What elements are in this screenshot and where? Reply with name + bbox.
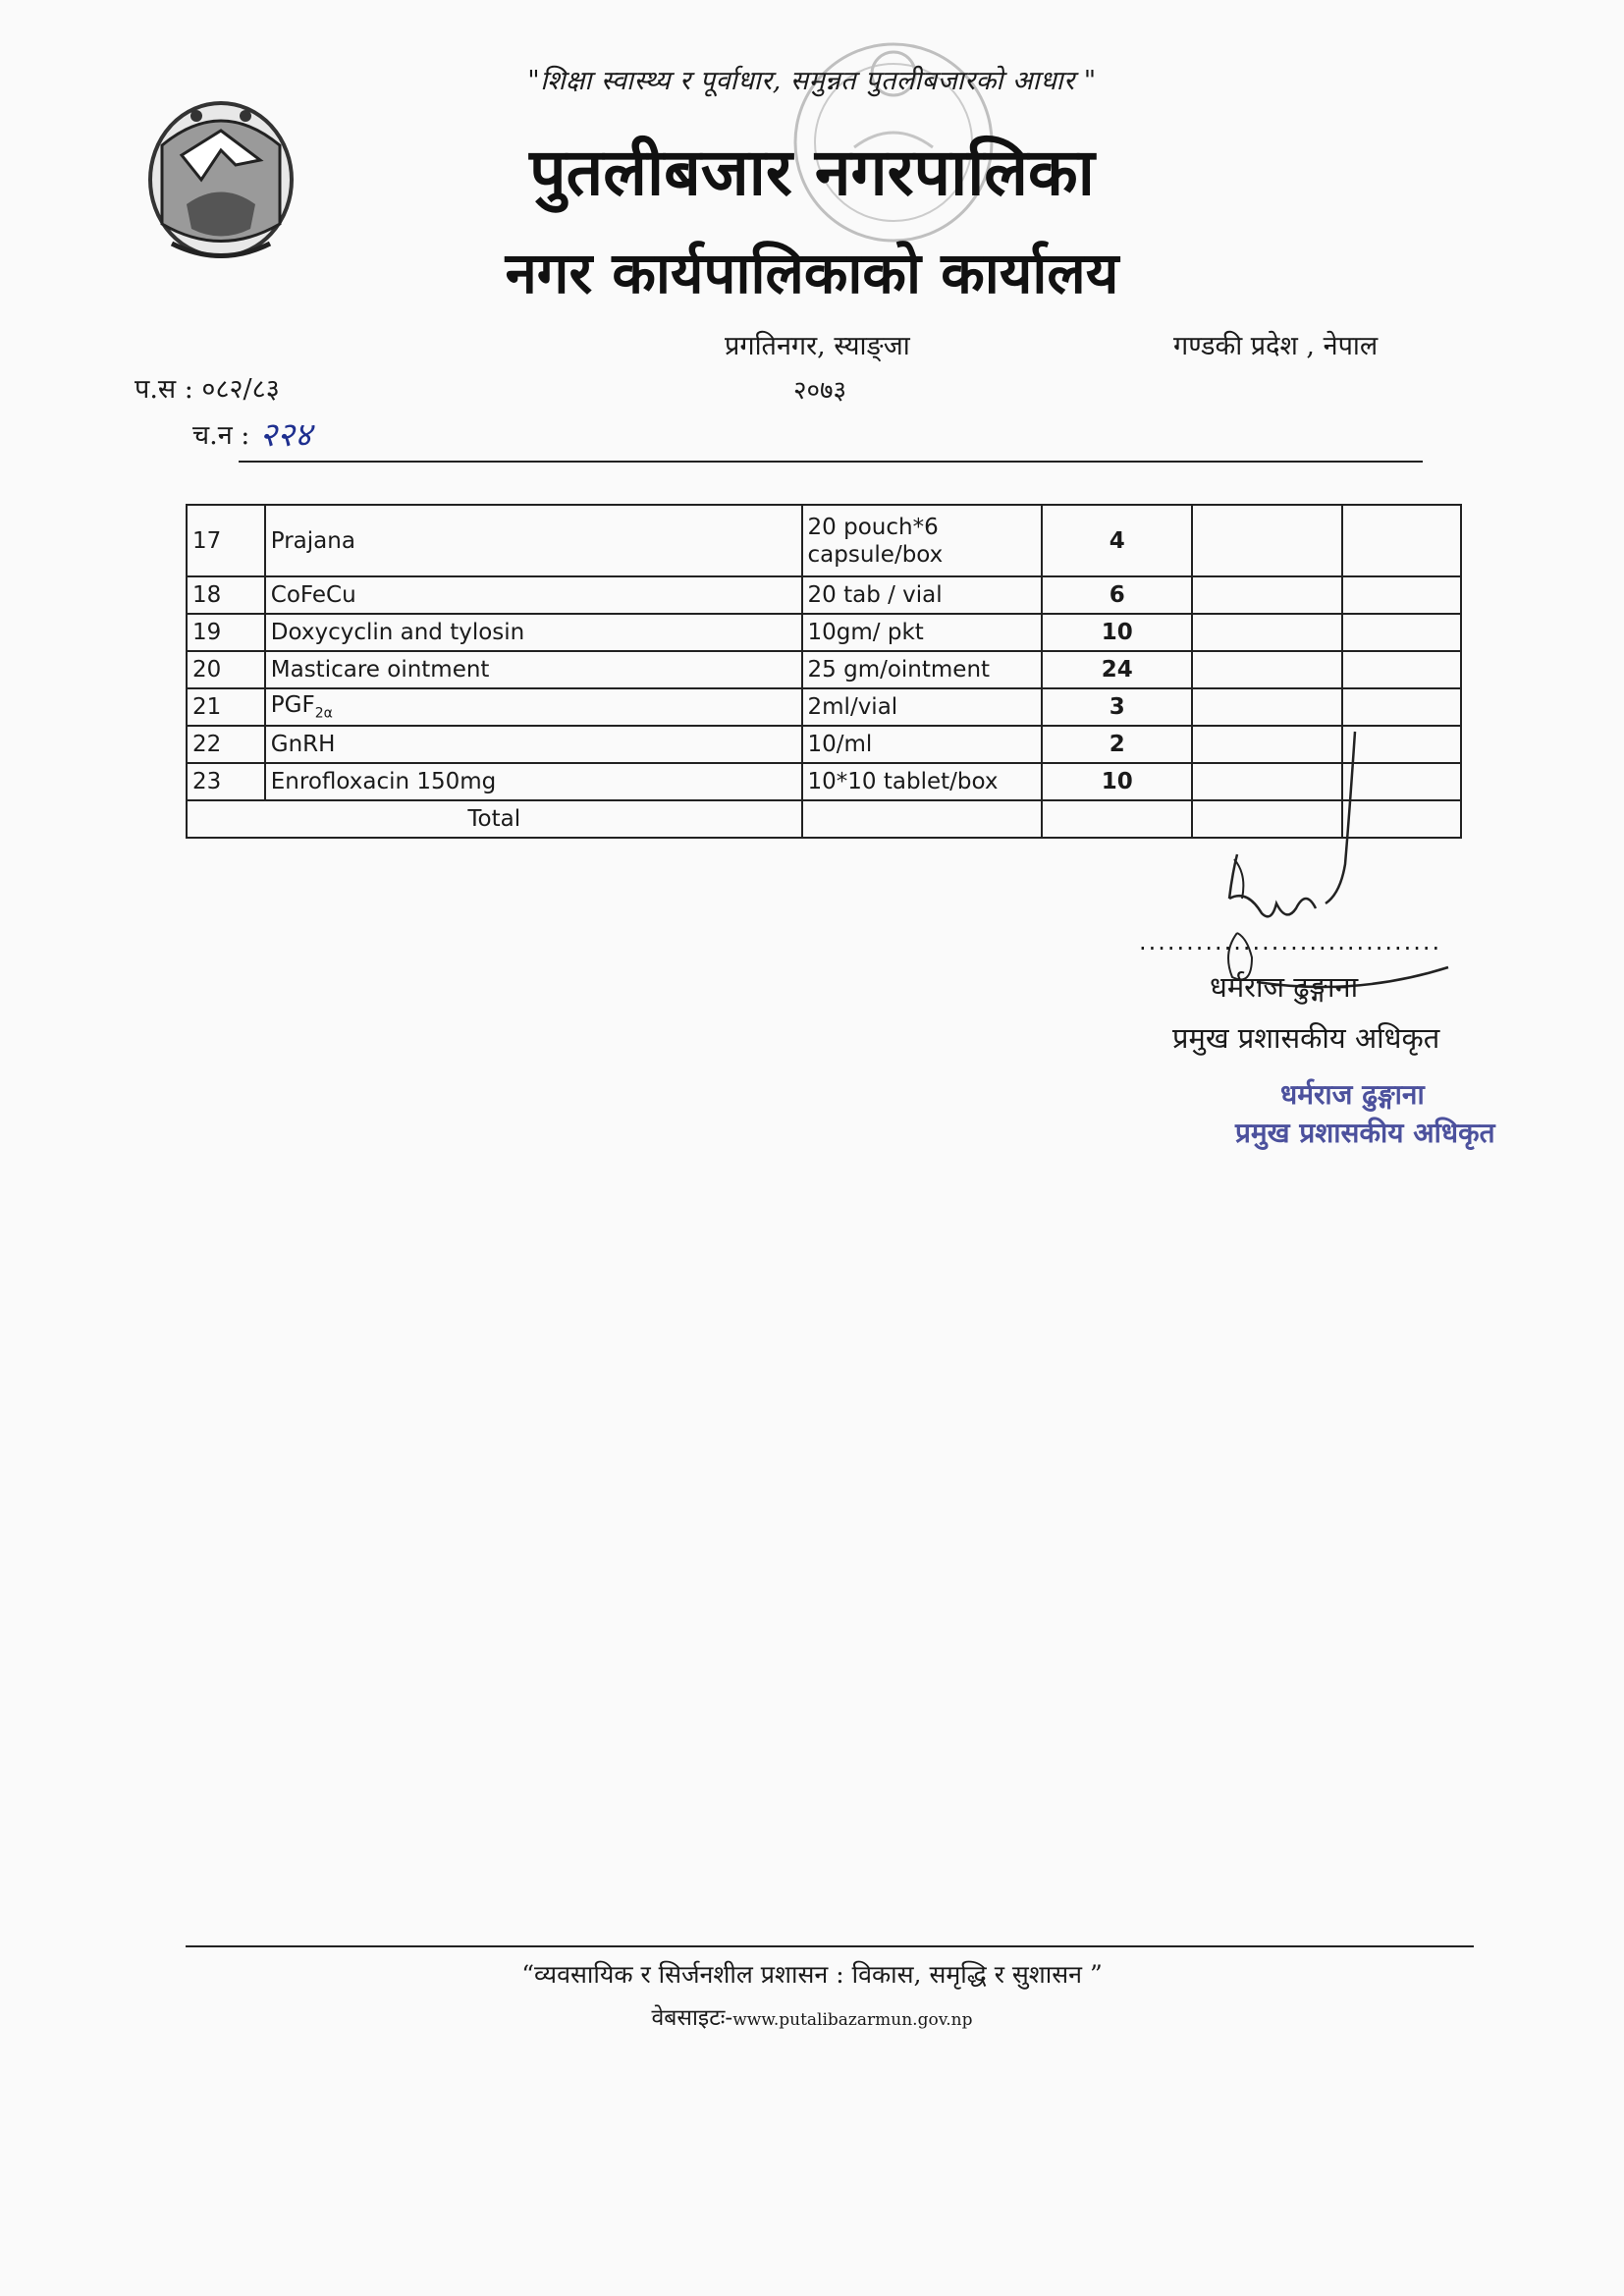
row-serial-number: 19 bbox=[187, 614, 265, 651]
medicine-name-text: Masticare ointment bbox=[270, 657, 490, 683]
medicine-name-text: Prajana bbox=[270, 527, 355, 554]
header-slogan: "शिक्षा स्वास्थ्य र पूर्वाधार, समुन्नत पुतलीबजारको आधार " bbox=[527, 66, 1097, 96]
row-unit: 10*10 tablet/box bbox=[802, 763, 1043, 800]
medicine-name-text: Enrofloxacin 150mg bbox=[270, 769, 497, 794]
header-divider bbox=[239, 461, 1423, 463]
row-unit: 10gm/ pkt bbox=[802, 614, 1043, 651]
row-medicine-name bbox=[265, 614, 802, 651]
footer-slogan: “व्यवसायिक र सिर्जनशील प्रशासन : विकास, समृद्धि र सुशासन ” bbox=[521, 1960, 1103, 1989]
municipality-title: पुतलीबजार नगरपालिका bbox=[529, 134, 1095, 210]
dispatch-label: च.न : bbox=[192, 419, 250, 451]
row-quantity: 10 bbox=[1042, 614, 1192, 651]
row-empty-cell bbox=[1192, 614, 1341, 651]
row-quantity: 6 bbox=[1042, 576, 1192, 614]
table-row bbox=[187, 688, 1461, 726]
website-label: वेबसाइटः- bbox=[651, 2005, 733, 2031]
row-empty-cell bbox=[1342, 688, 1461, 726]
reference-number: प.स : ०८२/८३ bbox=[135, 374, 280, 405]
address-province: गण्डकी प्रदेश , नेपाल bbox=[1173, 331, 1379, 361]
footer-divider bbox=[186, 1945, 1474, 1947]
row-unit: 20 tab / vial bbox=[802, 576, 1043, 614]
row-medicine-name bbox=[265, 726, 802, 763]
row-serial-number: 18 bbox=[187, 576, 265, 614]
row-quantity: 4 bbox=[1042, 505, 1192, 576]
row-empty-cell bbox=[1342, 505, 1461, 576]
row-quantity: 10 bbox=[1042, 763, 1192, 800]
office-title: नगर कार्यपालिकाको कार्यालय bbox=[505, 240, 1119, 306]
row-unit: 25 gm/ointment bbox=[802, 651, 1043, 688]
signatory-name: धर्मराज ढुङ्गाना bbox=[1210, 970, 1359, 1004]
row-medicine-name bbox=[265, 576, 802, 614]
row-empty-cell bbox=[1192, 505, 1341, 576]
row-quantity: 2 bbox=[1042, 726, 1192, 763]
dispatch-number-row bbox=[192, 410, 311, 456]
stamp-title: प्रमुख प्रशासकीय अधिकृत bbox=[1235, 1117, 1495, 1149]
row-medicine-name bbox=[265, 651, 802, 688]
row-empty-cell bbox=[1192, 576, 1341, 614]
medicine-name-text: CoFeCu bbox=[270, 582, 356, 608]
dispatch-number-handwritten: २२४ bbox=[259, 415, 312, 455]
row-serial-number: 22 bbox=[187, 726, 265, 763]
row-medicine-name bbox=[265, 688, 802, 726]
row-medicine-name bbox=[265, 505, 802, 576]
table-row bbox=[187, 651, 1461, 688]
footer-website bbox=[0, 2000, 1624, 2032]
signatory-title: प्रमुख प्रशासकीय अधिकृत bbox=[1172, 1021, 1440, 1055]
total-empty-cell bbox=[802, 800, 1043, 838]
row-quantity: 3 bbox=[1042, 688, 1192, 726]
table-row bbox=[187, 576, 1461, 614]
total-label: Total bbox=[187, 800, 802, 838]
row-empty-cell bbox=[1192, 651, 1341, 688]
medicine-name-subscript: 2α bbox=[314, 705, 333, 722]
row-serial-number: 23 bbox=[187, 763, 265, 800]
row-serial-number: 17 bbox=[187, 505, 265, 576]
row-unit: 10/ml bbox=[802, 726, 1043, 763]
table-row bbox=[187, 505, 1461, 576]
medicine-name-text: Doxycyclin and tylosin bbox=[270, 620, 525, 645]
address-city: प्रगतिनगर, स्याङ्जा bbox=[725, 331, 910, 361]
row-empty-cell bbox=[1342, 614, 1461, 651]
signature-line: ................................ bbox=[1139, 928, 1442, 956]
stamp-name: धर्मराज ढुङ्गाना bbox=[1280, 1078, 1425, 1111]
row-serial-number: 20 bbox=[187, 651, 265, 688]
row-empty-cell bbox=[1192, 688, 1341, 726]
row-unit: 20 pouch*6 capsule/box bbox=[802, 505, 1043, 576]
row-serial-number: 21 bbox=[187, 688, 265, 726]
table-row bbox=[187, 614, 1461, 651]
row-empty-cell bbox=[1342, 651, 1461, 688]
row-medicine-name bbox=[265, 763, 802, 800]
row-quantity: 24 bbox=[1042, 651, 1192, 688]
medicine-name-text: PGF bbox=[270, 692, 315, 719]
established-year: २०७३ bbox=[793, 376, 847, 406]
row-unit: 2ml/vial bbox=[802, 688, 1043, 726]
website-link[interactable]: www.putalibazarmun.gov.np bbox=[732, 2010, 973, 2030]
row-empty-cell bbox=[1342, 576, 1461, 614]
medicine-name-text: GnRH bbox=[270, 732, 336, 757]
